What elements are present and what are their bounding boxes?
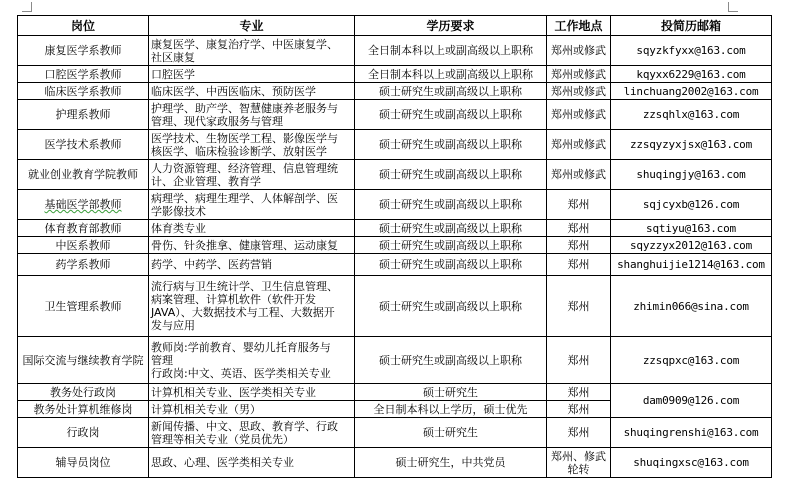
email-cell: zzsqpxc@163.com — [611, 337, 772, 384]
education-cell: 硕士研究生或副高级以上职称 — [355, 220, 547, 237]
table-row — [18, 254, 772, 276]
major-cell: 医学技术、生物医学工程、影像医学与 核医学、临床检验诊断学、放射医学 — [149, 130, 355, 160]
location-cell: 郑州或修武 — [547, 83, 611, 100]
position-cell: 就业创业教育学院教师 — [18, 160, 149, 190]
education-cell: 硕士研究生或副高级以上职称 — [355, 160, 547, 190]
location-cell: 郑州或修武 — [547, 100, 611, 130]
major-cell: 病理学、病理生理学、人体解剖学、医 学影像技术 — [149, 190, 355, 220]
position-cell: 行政岗 — [18, 418, 149, 448]
major-cell: 计算机相关专业、医学类相关专业 — [149, 384, 355, 401]
education-cell: 硕士研究生或副高级以上职称 — [355, 237, 547, 254]
email-cell: dam0909@126.com — [611, 384, 772, 418]
table-row — [18, 337, 772, 384]
header-email: 投简历邮箱 — [611, 16, 772, 36]
email-cell: sqtiyu@163.com — [611, 220, 772, 237]
location-cell: 郑州或修武 — [547, 66, 611, 83]
table-header-row — [18, 16, 772, 36]
email-cell: shanghuijie1214@163.com — [611, 254, 772, 276]
position-cell: 基础医学部教师 — [18, 190, 149, 220]
table-row — [18, 66, 772, 83]
table-row — [18, 448, 772, 478]
major-cell: 体育类专业 — [149, 220, 355, 237]
location-cell: 郑州、修武轮转 — [547, 448, 611, 478]
email-cell: zhimin066@sina.com — [611, 276, 772, 337]
table-row — [18, 384, 772, 401]
major-cell: 思政、心理、医学类相关专业 — [149, 448, 355, 478]
position-cell: 康复医学系教师 — [18, 36, 149, 66]
major-cell: 流行病与卫生统计学、卫生信息管理、 病案管理、计算机软件（软件开发 JAVA）、大数据技术与工程、大数据开 发与应用 — [149, 276, 355, 337]
email-cell: zzsqyzyxjsx@163.com — [611, 130, 772, 160]
education-cell: 全日制本科以上或副高级以上职称 — [355, 66, 547, 83]
email-cell: shuqingjy@163.com — [611, 160, 772, 190]
position-cell: 辅导员岗位 — [18, 448, 149, 478]
education-cell: 硕士研究生或副高级以上职称 — [355, 130, 547, 160]
table-row — [18, 83, 772, 100]
position-cell: 国际交流与继续教育学院 — [18, 337, 149, 384]
education-cell: 硕士研究生或副高级以上职称 — [355, 337, 547, 384]
location-cell: 郑州 — [547, 384, 611, 401]
education-cell: 硕士研究生或副高级以上职称 — [355, 276, 547, 337]
position-cell: 中医系教师 — [18, 237, 149, 254]
major-cell: 骨伤、针灸推拿、健康管理、运动康复 — [149, 237, 355, 254]
location-cell: 郑州 — [547, 337, 611, 384]
education-cell: 硕士研究生 — [355, 418, 547, 448]
education-cell: 硕士研究生或副高级以上职称 — [355, 254, 547, 276]
table-row — [18, 276, 772, 337]
major-cell: 人力资源管理、经济管理、信息管理统 计、企业管理、教育学 — [149, 160, 355, 190]
email-cell: shuqingrenshi@163.com — [611, 418, 772, 448]
email-cell: sqjcyxb@126.com — [611, 190, 772, 220]
major-cell: 口腔医学 — [149, 66, 355, 83]
position-cell: 教务处行政岗 — [18, 384, 149, 401]
email-cell: linchuang2002@163.com — [611, 83, 772, 100]
recruitment-table — [17, 15, 772, 478]
location-cell: 郑州或修武 — [547, 160, 611, 190]
email-cell: sqyzzyx2012@163.com — [611, 237, 772, 254]
major-cell: 护理学、助产学、智慧健康养老服务与 管理、现代家政服务与管理 — [149, 100, 355, 130]
page-corner-mark-left — [22, 2, 32, 12]
location-cell: 郑州 — [547, 418, 611, 448]
header-location: 工作地点 — [547, 16, 611, 36]
position-cell: 教务处计算机维修岗 — [18, 401, 149, 418]
table-row — [18, 160, 772, 190]
email-cell: zzsqhlx@163.com — [611, 100, 772, 130]
major-cell: 临床医学、中西医临床、预防医学 — [149, 83, 355, 100]
major-cell: 计算机相关专业（男） — [149, 401, 355, 418]
table-row — [18, 100, 772, 130]
major-cell: 康复医学、康复治疗学、中医康复学、 社区康复 — [149, 36, 355, 66]
education-cell: 硕士研究生或副高级以上职称 — [355, 190, 547, 220]
location-cell: 郑州 — [547, 276, 611, 337]
education-cell: 全日制本科以上学历，硕士优先 — [355, 401, 547, 418]
header-education: 学历要求 — [355, 16, 547, 36]
education-cell: 硕士研究生，中共党员 — [355, 448, 547, 478]
major-cell: 教师岗:学前教育、婴幼儿托育服务与 管理 行政岗:中文、英语、医学类相关专业 — [149, 337, 355, 384]
email-cell: kqyxx6229@163.com — [611, 66, 772, 83]
email-cell: shuqingxsc@163.com — [611, 448, 772, 478]
location-cell: 郑州或修武 — [547, 36, 611, 66]
location-cell: 郑州 — [547, 237, 611, 254]
position-cell: 药学系教师 — [18, 254, 149, 276]
education-cell: 硕士研究生或副高级以上职称 — [355, 100, 547, 130]
major-cell: 新闻传播、中文、思政、教育学、行政 管理等相关专业（党员优先） — [149, 418, 355, 448]
position-cell: 口腔医学系教师 — [18, 66, 149, 83]
education-cell: 硕士研究生 — [355, 384, 547, 401]
position-cell: 体育教育部教师 — [18, 220, 149, 237]
table-row — [18, 220, 772, 237]
email-cell: sqyzkfyxx@163.com — [611, 36, 772, 66]
table-row — [18, 36, 772, 66]
table-row — [18, 418, 772, 448]
page-corner-mark-right — [728, 2, 738, 12]
header-position: 岗位 — [18, 16, 149, 36]
table-row — [18, 190, 772, 220]
major-cell: 药学、中药学、医药营销 — [149, 254, 355, 276]
position-cell: 卫生管理系教师 — [18, 276, 149, 337]
location-cell: 郑州 — [547, 401, 611, 418]
header-major: 专业 — [149, 16, 355, 36]
location-cell: 郑州 — [547, 254, 611, 276]
table-row — [18, 130, 772, 160]
location-cell: 郑州 — [547, 190, 611, 220]
position-cell: 护理系教师 — [18, 100, 149, 130]
education-cell: 硕士研究生或副高级以上职称 — [355, 83, 547, 100]
table-row — [18, 237, 772, 254]
position-cell: 医学技术系教师 — [18, 130, 149, 160]
position-cell: 临床医学系教师 — [18, 83, 149, 100]
location-cell: 郑州或修武 — [547, 130, 611, 160]
education-cell: 全日制本科以上或副高级以上职称 — [355, 36, 547, 66]
location-cell: 郑州 — [547, 220, 611, 237]
